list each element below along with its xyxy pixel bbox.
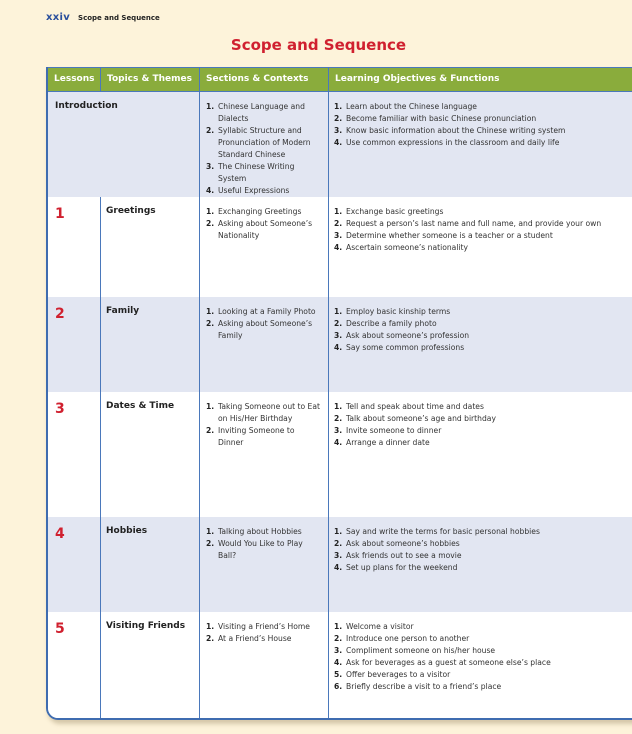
- objectives-list: [329, 612, 632, 693]
- list-item-number: 5.: [334, 670, 343, 679]
- list-item-number: 1.: [334, 622, 343, 631]
- lesson-topic: Greetings: [106, 206, 156, 216]
- list-item-number: 3.: [334, 646, 343, 655]
- list-item: [334, 538, 628, 550]
- list-item-number: 2.: [334, 634, 343, 643]
- list-item-text: Asking about Someone’s Nationality: [218, 219, 313, 240]
- list-item: [334, 206, 628, 218]
- table-row-lesson-3: [48, 392, 632, 517]
- list-item-text: Learn about the Chinese language: [346, 102, 477, 111]
- intro-objectives-cell: [329, 92, 632, 197]
- sections-list: [200, 297, 328, 342]
- sections-cell: [200, 197, 329, 297]
- lesson-number-cell: [48, 297, 101, 392]
- table-row-introduction: [48, 92, 632, 197]
- list-item-text: Inviting Someone to Dinner: [218, 426, 295, 447]
- list-item-number: 2.: [334, 219, 343, 228]
- list-item-text: Invite someone to dinner: [346, 426, 442, 435]
- list-item-number: 2.: [206, 319, 215, 328]
- list-item: [206, 306, 322, 318]
- sections-list: [200, 197, 328, 242]
- lesson-topic: Dates & Time: [106, 401, 175, 411]
- objectives-cell: [329, 517, 632, 612]
- list-item-number: 2.: [206, 634, 215, 643]
- header-sections: Sections & Contexts: [200, 68, 329, 91]
- list-item: [334, 681, 628, 693]
- objectives-list: [329, 297, 632, 354]
- objectives-list: [329, 392, 632, 449]
- list-item-text: Welcome a visitor: [346, 622, 414, 631]
- list-item-number: 3.: [334, 231, 343, 240]
- list-item: [334, 633, 628, 645]
- list-item-text: Tell and speak about time and dates: [346, 402, 484, 411]
- list-item-text: Briefly describe a visit to a friend’s place: [346, 682, 502, 691]
- list-item-text: Set up plans for the weekend: [346, 563, 458, 572]
- scope-sequence-table: [46, 67, 632, 720]
- header-topics: Topics & Themes: [101, 68, 200, 91]
- list-item-number: 4.: [206, 186, 215, 195]
- list-item-text: Say and write the terms for basic personal hobbies: [346, 527, 540, 536]
- intro-sections-list: [200, 92, 328, 197]
- table-row-lesson-2: [48, 297, 632, 392]
- list-item: [334, 342, 628, 354]
- list-item-number: 2.: [334, 114, 343, 123]
- list-item: [334, 562, 628, 574]
- list-item: [206, 218, 322, 242]
- intro-label: Introduction: [55, 101, 118, 111]
- list-item: [206, 101, 322, 125]
- list-item-number: 2.: [334, 319, 343, 328]
- lesson-topic: Family: [106, 306, 140, 316]
- list-item: [334, 125, 628, 137]
- list-item-text: Arrange a dinner date: [346, 438, 430, 447]
- lesson-topic: Hobbies: [106, 526, 148, 536]
- list-item-number: 2.: [206, 426, 215, 435]
- list-item: [334, 550, 628, 562]
- list-item-text: Say some common professions: [346, 343, 465, 352]
- list-item: [334, 621, 628, 633]
- list-item-text: Taking Someone out to Eat on His/Her Birthday: [218, 402, 320, 423]
- list-item: [334, 101, 628, 113]
- list-item-text: Describe a family photo: [346, 319, 437, 328]
- intro-label-cell: [48, 92, 200, 197]
- list-item-number: 3.: [334, 426, 343, 435]
- list-item-text: Ask about someone’s profession: [346, 331, 470, 340]
- lesson-number-cell: [48, 517, 101, 612]
- list-item-text: Talk about someone’s age and birthday: [346, 414, 496, 423]
- list-item: [334, 425, 628, 437]
- table-row-lesson-5: [48, 612, 632, 718]
- list-item-text: Chinese Language and Dialects: [218, 102, 305, 123]
- list-item-text: Ask about someone’s hobbies: [346, 539, 460, 548]
- list-item: [334, 113, 628, 125]
- list-item: [334, 413, 628, 425]
- lesson-topic: Visiting Friends: [106, 621, 186, 631]
- list-item-number: 1.: [206, 207, 215, 216]
- table-header-row: [48, 67, 632, 92]
- list-item-text: Talking about Hobbies: [218, 527, 302, 536]
- sections-cell: [200, 297, 329, 392]
- objectives-cell: [329, 392, 632, 517]
- list-item-text: Visiting a Friend’s Home: [218, 622, 310, 631]
- list-item-text: Employ basic kinship terms: [346, 307, 451, 316]
- list-item-text: Know basic information about the Chinese writing system: [346, 126, 566, 135]
- list-item-number: 1.: [334, 307, 343, 316]
- lesson-number-cell: [48, 612, 101, 718]
- header-lessons: Lessons: [48, 68, 101, 91]
- list-item-text: Syllabic Structure and Pronunciation of Modern Standard Chinese: [218, 126, 311, 159]
- page-number: xxiv: [46, 12, 71, 23]
- list-item: [206, 621, 322, 633]
- list-item-number: 3.: [206, 162, 215, 171]
- lesson-number: 4: [55, 526, 65, 542]
- list-item-number: 1.: [334, 102, 343, 111]
- list-item-number: 1.: [206, 622, 215, 631]
- list-item: [334, 318, 628, 330]
- list-item-number: 3.: [334, 126, 343, 135]
- list-item: [334, 242, 628, 254]
- lesson-number: 5: [55, 621, 65, 637]
- list-item-number: 4.: [334, 243, 343, 252]
- list-item-number: 1.: [334, 207, 343, 216]
- list-item: [334, 306, 628, 318]
- topic-cell: [101, 392, 200, 517]
- list-item-text: Asking about Someone’s Family: [218, 319, 313, 340]
- list-item-text: Request a person’s last name and full name, and provide your own: [346, 219, 602, 228]
- list-item: [206, 526, 322, 538]
- sections-list: [200, 392, 328, 449]
- objectives-list: [329, 197, 632, 254]
- list-item-number: 4.: [334, 343, 343, 352]
- list-item-number: 6.: [334, 682, 343, 691]
- list-item-text: Ascertain someone’s nationality: [346, 243, 469, 252]
- list-item-number: 4.: [334, 438, 343, 447]
- objectives-cell: [329, 197, 632, 297]
- list-item-number: 1.: [206, 402, 215, 411]
- list-item: [206, 125, 322, 161]
- list-item-text: Looking at a Family Photo: [218, 307, 316, 316]
- list-item-number: 1.: [206, 527, 215, 536]
- list-item-number: 1.: [334, 527, 343, 536]
- lesson-number-cell: [48, 197, 101, 297]
- list-item: [206, 538, 322, 562]
- topic-cell: [101, 297, 200, 392]
- intro-sections-cell: [200, 92, 329, 197]
- list-item: [334, 230, 628, 242]
- list-item: [334, 657, 628, 669]
- list-item-text: Would You Like to Play Ball?: [218, 539, 303, 560]
- list-item-text: At a Friend’s House: [218, 634, 292, 643]
- lesson-number: 3: [55, 401, 65, 417]
- lesson-number: 1: [55, 206, 65, 222]
- list-item: [334, 218, 628, 230]
- list-item: [334, 437, 628, 449]
- list-item-text: Exchange basic greetings: [346, 207, 444, 216]
- objectives-list: [329, 517, 632, 574]
- table-row-lesson-1: [48, 197, 632, 297]
- list-item-text: Exchanging Greetings: [218, 207, 302, 216]
- sections-cell: [200, 517, 329, 612]
- running-head: [46, 12, 160, 23]
- list-item-number: 4.: [334, 658, 343, 667]
- lesson-rows: [48, 197, 632, 718]
- intro-objectives-list: [329, 92, 632, 149]
- list-item: [334, 526, 628, 538]
- list-item: [206, 206, 322, 218]
- list-item-text: Introduce one person to another: [346, 634, 470, 643]
- sections-cell: [200, 392, 329, 517]
- list-item-number: 2.: [334, 414, 343, 423]
- list-item-number: 1.: [334, 402, 343, 411]
- topic-cell: [101, 517, 200, 612]
- topic-cell: [101, 197, 200, 297]
- list-item: [334, 645, 628, 657]
- sections-list: [200, 517, 328, 562]
- list-item-number: 2.: [334, 539, 343, 548]
- list-item-number: 1.: [206, 102, 215, 111]
- list-item: [206, 185, 322, 197]
- list-item-number: 4.: [334, 563, 343, 572]
- list-item: [334, 330, 628, 342]
- table-row-lesson-4: [48, 517, 632, 612]
- list-item-text: Compliment someone on his/her house: [346, 646, 496, 655]
- list-item-text: The Chinese Writing System: [218, 162, 295, 183]
- list-item: [334, 669, 628, 681]
- page-title: Scope and Sequence: [230, 36, 407, 54]
- list-item-text: Useful Expressions: [218, 186, 290, 195]
- lesson-number: 2: [55, 306, 65, 322]
- list-item: [206, 633, 322, 645]
- list-item-text: Become familiar with basic Chinese pronunciation: [346, 114, 537, 123]
- sections-cell: [200, 612, 329, 718]
- objectives-cell: [329, 297, 632, 392]
- list-item-number: 3.: [334, 331, 343, 340]
- list-item-text: Ask friends out to see a movie: [346, 551, 462, 560]
- list-item: [206, 318, 322, 342]
- list-item: [206, 425, 322, 449]
- objectives-cell: [329, 612, 632, 718]
- list-item-text: Ask for beverages as a guest at someone else’s place: [346, 658, 551, 667]
- header-objectives: Learning Objectives & Functions: [335, 74, 500, 84]
- list-item: [334, 137, 628, 149]
- list-item: [334, 401, 628, 413]
- list-item-text: Offer beverages to a visitor: [346, 670, 451, 679]
- list-item: [206, 401, 322, 425]
- topic-cell: [101, 612, 200, 718]
- lesson-number-cell: [48, 392, 101, 517]
- sections-list: [200, 612, 328, 645]
- list-item-number: 2.: [206, 539, 215, 548]
- list-item-number: 1.: [206, 307, 215, 316]
- running-head-title: Scope and Sequence: [78, 14, 160, 22]
- list-item-text: Use common expressions in the classroom and daily life: [346, 138, 560, 147]
- list-item-number: 2.: [206, 126, 215, 135]
- list-item-number: 3.: [334, 551, 343, 560]
- list-item-number: 2.: [206, 219, 215, 228]
- list-item-text: Determine whether someone is a teacher or a student: [346, 231, 553, 240]
- list-item: [206, 161, 322, 185]
- list-item-number: 4.: [334, 138, 343, 147]
